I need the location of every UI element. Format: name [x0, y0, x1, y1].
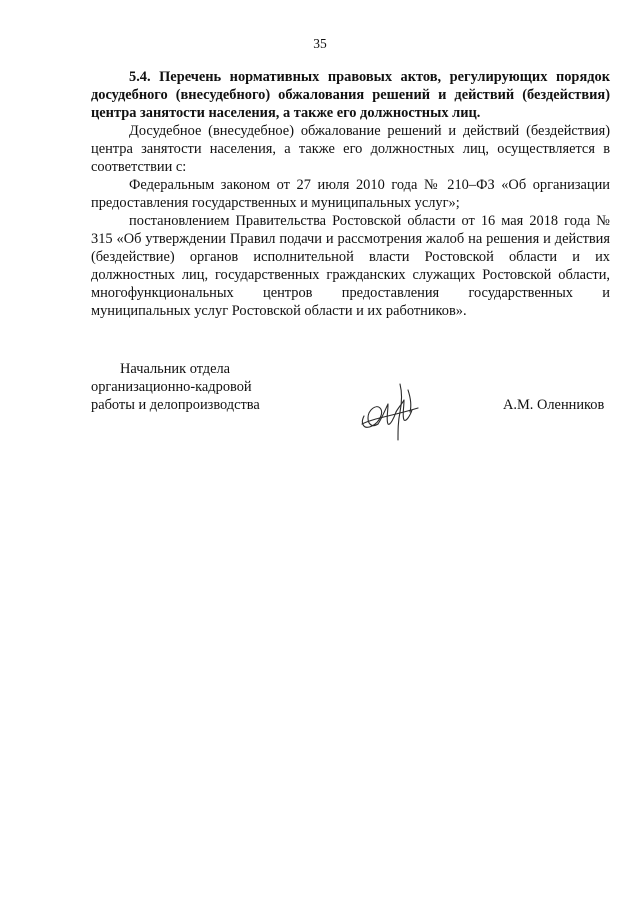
position-line-2: организационно-кадровой [91, 379, 252, 395]
paragraph-federal-law: Федеральным законом от 27 июля 2010 года № 210–ФЗ «Об организации предоставления государственных и муниципальных услуг»; [91, 177, 610, 211]
paragraph-intro: Досудебное (внесудебное) обжалование решений и действий (бездействия) центра занятости населения, а также его должностных лиц, осуществляется в соответствии с: [91, 123, 610, 175]
section-content [91, 68, 610, 320]
handwritten-signature [358, 378, 424, 442]
signatory-position [91, 360, 260, 414]
signer-name: А.М. Оленников [503, 397, 605, 413]
position-line-3: работы и делопроизводства [91, 397, 260, 413]
paragraph-regional-resolution: постановлением Правительства Ростовской области от 16 мая 2018 года № 315 «Об утверждении Правил подачи и рассмотрения жалоб на решения и действия (бездействие) органов исполнительной власти Ростовской области и их должностных лиц, государственных гражданских служащих Ростовской области, многофункциональных центров предоставления государственных и муниципальных услуг Ростовской области и их работников». [91, 213, 610, 319]
section-heading: 5.4. Перечень нормативных правовых актов, регулирующих порядок досудебного (внесудебного) обжалования решений и действий (бездействия) центра занятости населения, а также его должностных лиц. [91, 69, 610, 121]
page-number: 35 [313, 36, 327, 51]
position-line-1: Начальник отдела [120, 361, 231, 377]
